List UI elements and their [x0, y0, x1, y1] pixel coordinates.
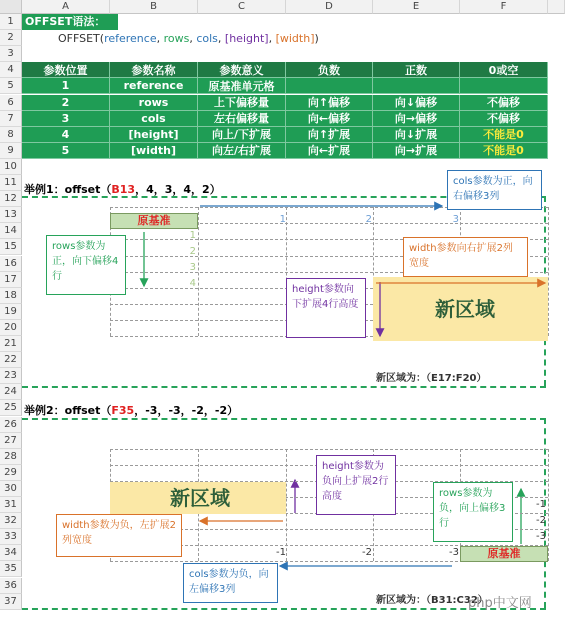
row-header[interactable]: 9: [0, 143, 22, 159]
grid-line: [110, 449, 548, 450]
example1-cols-callout: cols参数为正，向右偏移3列: [447, 170, 542, 210]
example2-close: ）: [227, 404, 239, 417]
example2-col-num: -2: [362, 547, 372, 558]
column-header-f[interactable]: F: [460, 0, 548, 14]
row-header[interactable]: 3: [0, 46, 22, 62]
syntax-height: [height]: [224, 32, 269, 45]
syntax-close: ): [314, 32, 319, 45]
example1-row-num: 1: [189, 230, 196, 241]
table-cell[interactable]: [width]: [110, 143, 198, 159]
table-cell[interactable]: 不偏移: [460, 95, 548, 111]
example2-col-num: -3: [449, 547, 459, 558]
row-header[interactable]: 1: [0, 14, 22, 30]
example1-rows-callout: rows参数为正，向下偏移4行: [46, 235, 126, 295]
table-cell[interactable]: 2: [22, 95, 110, 111]
table-header-cell[interactable]: 参数意义: [198, 62, 286, 78]
syntax-cols: cols: [196, 32, 218, 45]
table-cell[interactable]: 不偏移: [460, 111, 548, 127]
column-header-a[interactable]: A: [22, 0, 110, 14]
example2-row-num: -3: [536, 531, 546, 542]
example2-ref-arg: F35: [111, 404, 135, 417]
example2-width-callout: width参数为负，左扩展2列宽度: [56, 514, 182, 557]
row-header[interactable]: 21: [0, 336, 22, 352]
example1-ref-arg: B13: [111, 183, 136, 196]
example1-result[interactable]: 新区域为：（E17:F20）: [376, 373, 487, 384]
row-header[interactable]: 17: [0, 272, 22, 288]
table-header-cell[interactable]: 参数位置: [22, 62, 110, 78]
row-header[interactable]: 6: [0, 95, 22, 111]
example1-height-callout: height参数向下扩展4行高度: [286, 278, 366, 338]
row-header[interactable]: 23: [0, 368, 22, 384]
row-header[interactable]: 28: [0, 449, 22, 465]
example1-col-num: 2: [365, 214, 372, 225]
row-header[interactable]: 31: [0, 497, 22, 513]
example1-row-num: 2: [189, 246, 196, 257]
table-cell[interactable]: cols: [110, 111, 198, 127]
syntax-comma: ,: [156, 32, 164, 45]
table-cell[interactable]: 5: [22, 143, 110, 159]
row-header[interactable]: 13: [0, 207, 22, 223]
table-cell[interactable]: 向←扩展: [286, 143, 373, 159]
row-header[interactable]: 25: [0, 400, 22, 416]
row-header[interactable]: 36: [0, 578, 22, 594]
column-header-b[interactable]: B: [110, 0, 198, 14]
example1-col-num: 3: [452, 214, 459, 225]
table-header-cell[interactable]: 0或空: [460, 62, 548, 78]
example1-args: ，4，3，4，2: [135, 183, 210, 196]
row-header[interactable]: 7: [0, 111, 22, 127]
example2-rows-callout: rows参数为负，向上偏移3行: [433, 482, 513, 542]
row-header[interactable]: 20: [0, 320, 22, 336]
example1-base-cell[interactable]: 原基准: [110, 213, 198, 229]
row-header[interactable]: 22: [0, 352, 22, 368]
row-header[interactable]: 16: [0, 256, 22, 272]
row-header[interactable]: 24: [0, 384, 22, 400]
row-header[interactable]: 33: [0, 529, 22, 545]
column-header-d[interactable]: D: [286, 0, 373, 14]
row-header[interactable]: 30: [0, 481, 22, 497]
table-cell[interactable]: 向↓扩展: [373, 127, 460, 143]
table-cell[interactable]: 不能是0: [460, 127, 548, 143]
example1-width-callout: width参数向右扩展2列宽度: [403, 237, 528, 277]
row-header[interactable]: 37: [0, 594, 22, 610]
column-header-e[interactable]: E: [373, 0, 460, 14]
example2-height-callout: height参数为负向上扩展2行高度: [316, 455, 396, 515]
row-header[interactable]: 29: [0, 465, 22, 481]
table-header-cell[interactable]: 负数: [286, 62, 373, 78]
table-header-cell[interactable]: 正数: [373, 62, 460, 78]
table-cell[interactable]: [height]: [110, 127, 198, 143]
table-cell[interactable]: 上下偏移量: [198, 95, 286, 111]
row-header[interactable]: 8: [0, 127, 22, 143]
example2-label: 举例2：offset（: [24, 404, 112, 417]
grid-line: [548, 449, 549, 562]
table-cell[interactable]: 向上/下扩展: [198, 127, 286, 143]
table-cell[interactable]: 1: [22, 78, 110, 94]
row-header[interactable]: 27: [0, 433, 22, 449]
example1-row-num: 4: [189, 278, 196, 289]
row-header[interactable]: 15: [0, 239, 22, 255]
example2-row-num: -2: [536, 515, 546, 526]
row-header[interactable]: 26: [0, 417, 22, 433]
row-header[interactable]: 35: [0, 561, 22, 577]
row-header[interactable]: 19: [0, 304, 22, 320]
example2-frame-top: [22, 418, 546, 420]
table-cell[interactable]: 3: [22, 111, 110, 127]
row-header[interactable]: 10: [0, 159, 22, 175]
table-cell[interactable]: rows: [110, 95, 198, 111]
row-header[interactable]: 11: [0, 175, 22, 191]
table-cell[interactable]: 向→偏移: [373, 111, 460, 127]
example2-row-num: -1: [536, 499, 546, 510]
example2-args: ，-3，-3，-2，-2: [134, 404, 228, 417]
table-cell[interactable]: 原基准单元格: [198, 78, 286, 94]
title-cell[interactable]: OFFSET语法：: [22, 14, 118, 30]
example2-col-num: -1: [276, 547, 286, 558]
table-cell[interactable]: 向↑偏移: [286, 95, 373, 111]
example2-new-area-label: 新区域: [170, 486, 230, 510]
row-header[interactable]: 32: [0, 513, 22, 529]
syntax-comma: ,: [189, 32, 197, 45]
row-header[interactable]: 12: [0, 191, 22, 207]
example1-label: 举例1：offset（: [24, 183, 112, 196]
table-cell[interactable]: 4: [22, 127, 110, 143]
table-cell[interactable]: 不能是0: [460, 143, 548, 159]
table-cell[interactable]: 左右偏移量: [198, 111, 286, 127]
example1-new-area-label: 新区域: [435, 297, 495, 321]
row-header[interactable]: 2: [0, 30, 22, 46]
example2-cols-callout: cols参数为负，向左偏移3列: [183, 563, 278, 603]
row-header[interactable]: 4: [0, 62, 22, 78]
syntax-fn: OFFSET(: [58, 32, 105, 45]
table-cell[interactable]: 向↑扩展: [286, 127, 373, 143]
table-cell[interactable]: 向左/右扩展: [198, 143, 286, 159]
syntax-rows: rows: [163, 32, 190, 45]
watermark-logo: php中文网: [468, 596, 532, 611]
table-header-cell[interactable]: 参数名称: [110, 62, 198, 78]
syntax-comma: ,: [268, 32, 276, 45]
example2-result[interactable]: 新区域为：（B31:C32）: [376, 595, 488, 606]
table-cell[interactable]: 向↓偏移: [373, 95, 460, 111]
example2-base-cell[interactable]: 原基准: [460, 546, 548, 562]
example1-close: ）: [209, 183, 221, 196]
table-cell[interactable]: 向→扩展: [373, 143, 460, 159]
row-header[interactable]: 5: [0, 78, 22, 94]
example2-heading[interactable]: [24, 403, 238, 419]
table-cell[interactable]: 向←偏移: [286, 111, 373, 127]
column-header-c[interactable]: C: [198, 0, 286, 14]
row-header[interactable]: 14: [0, 223, 22, 239]
row-header[interactable]: 18: [0, 288, 22, 304]
syntax-comma: ,: [217, 32, 225, 45]
syntax-width: [width]: [275, 32, 315, 45]
grid-line: [286, 449, 287, 562]
table-cell[interactable]: reference: [110, 78, 198, 94]
row-header[interactable]: 34: [0, 545, 22, 561]
example1-col-num: 1: [279, 214, 286, 225]
example1-row-num: 3: [189, 262, 196, 273]
syntax-reference: reference: [104, 32, 157, 45]
